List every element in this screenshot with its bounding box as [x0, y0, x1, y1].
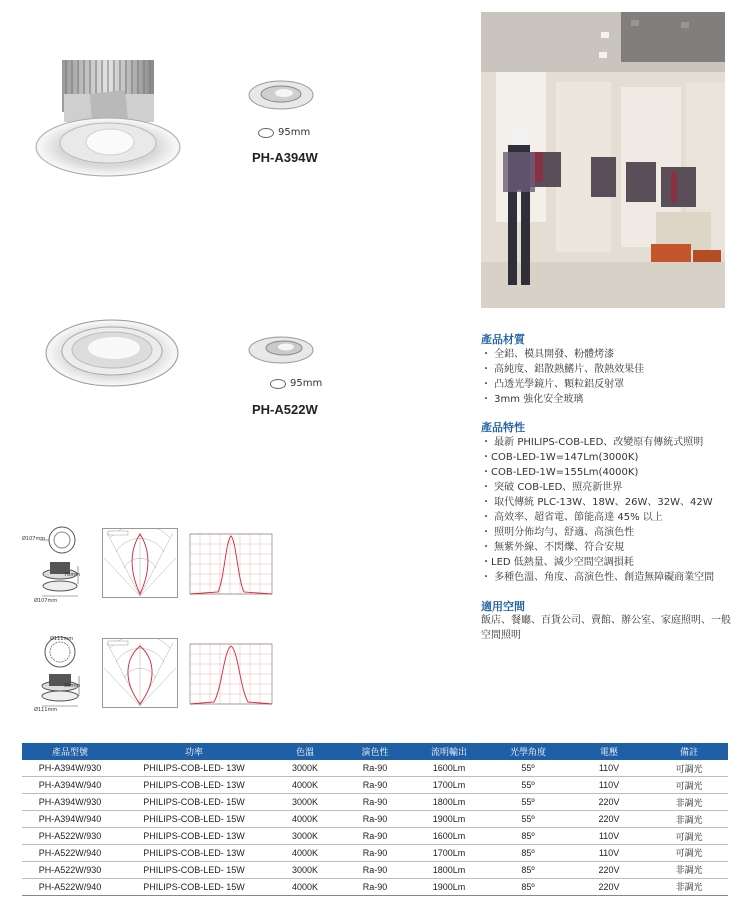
cell-cct: 3000K: [270, 760, 340, 777]
col-header-model: 產品型號: [22, 743, 118, 760]
cell-lumen: 1900Lm: [410, 878, 488, 895]
material-item: ・ 凸透光學鏡片、顆粒鋁反射罩: [481, 379, 625, 390]
cell-lumen: 1900Lm: [410, 811, 488, 828]
table-row: [22, 777, 728, 794]
cell-voltage: 220V: [568, 794, 650, 811]
feature-item: ・ 無紫外線、不閃爍、符合安規: [481, 542, 625, 553]
cell-model: PH-A394W/940: [22, 811, 118, 828]
cell-cct: 3000K: [270, 794, 340, 811]
cell-beam: 85º: [488, 878, 568, 895]
cutout-value: 95mm: [278, 127, 311, 138]
features-list: [481, 435, 714, 585]
col-header-power: 功率: [118, 743, 270, 760]
cell-cct: 3000K: [270, 861, 340, 878]
table-row: [22, 794, 728, 811]
cell-model: PH-A522W/930: [22, 861, 118, 878]
cell-power: PHILIPS-COB-LED- 15W: [118, 878, 270, 895]
cutout-size-a522w: [270, 378, 322, 389]
polar-distribution-chart-1: [102, 528, 178, 598]
cell-voltage: 110V: [568, 828, 650, 845]
cell-power: PHILIPS-COB-LED- 13W: [118, 760, 270, 777]
cell-cri: Ra-90: [340, 861, 410, 878]
material-item: ・ 3mm 強化安全玻璃: [481, 394, 584, 405]
col-header-voltage: 電壓: [568, 743, 650, 760]
cell-beam: 55º: [488, 760, 568, 777]
cell-beam: 85º: [488, 861, 568, 878]
cell-cct: 4000K: [270, 844, 340, 861]
application-title: 適用空間: [481, 600, 525, 613]
cell-remark: 可調光: [650, 777, 728, 794]
cell-remark: 非調光: [650, 878, 728, 895]
cutout-ring-icon: [270, 379, 286, 389]
table-row: [22, 811, 728, 828]
cell-power: PHILIPS-COB-LED- 15W: [118, 811, 270, 828]
store-photo: [481, 12, 725, 308]
dim-bottom-1: Ø107mm: [34, 598, 58, 604]
table-row: [22, 878, 728, 895]
cell-voltage: 220V: [568, 811, 650, 828]
cell-power: PHILIPS-COB-LED- 13W: [118, 828, 270, 845]
feature-item: ・ 最新 PHILIPS-COB-LED、改變原有傳統式照明: [481, 437, 704, 448]
cell-remark: 可調光: [650, 844, 728, 861]
cell-remark: 非調光: [650, 861, 728, 878]
cell-lumen: 1600Lm: [410, 828, 488, 845]
cell-cri: Ra-90: [340, 878, 410, 895]
cutout-value: 95mm: [290, 378, 323, 389]
table-header-row: [22, 743, 728, 760]
cell-model: PH-A394W/930: [22, 760, 118, 777]
cell-lumen: 1700Lm: [410, 777, 488, 794]
cell-model: PH-A394W/930: [22, 794, 118, 811]
cell-power: PHILIPS-COB-LED- 13W: [118, 777, 270, 794]
feature-item: ・ 多種色溫、角度、高演色性、創造無障礙商業空間: [481, 572, 715, 583]
cell-beam: 85º: [488, 828, 568, 845]
col-header-cri: 演色性: [340, 743, 410, 760]
cell-cri: Ra-90: [340, 760, 410, 777]
cell-model: PH-A522W/940: [22, 844, 118, 861]
polar-distribution-chart-2: [102, 638, 178, 708]
product-image-a394w: [30, 50, 190, 180]
dimension-drawing-a522w: [22, 634, 100, 714]
cell-cct: 3000K: [270, 828, 340, 845]
cutout-size-a394w: [258, 127, 310, 138]
product-thumb-a394w: [248, 80, 314, 110]
cell-voltage: 220V: [568, 878, 650, 895]
cell-power: PHILIPS-COB-LED- 15W: [118, 794, 270, 811]
dim-side-1: 70mm: [64, 572, 81, 578]
cell-cct: 4000K: [270, 878, 340, 895]
cell-beam: 55º: [488, 777, 568, 794]
feature-item: ・COB-LED-1W=147Lm(3000K): [481, 452, 639, 463]
cell-model: PH-A522W/930: [22, 828, 118, 845]
cutout-ring-icon: [258, 128, 274, 138]
feature-item: ・ 突破 COB-LED、照亮新世界: [481, 482, 623, 493]
material-title: 產品材質: [481, 333, 525, 346]
dim-bottom-2: Ø111mm: [34, 707, 58, 713]
col-header-lumen: 流明輸出: [410, 743, 488, 760]
cell-beam: 55º: [488, 794, 568, 811]
cell-cri: Ra-90: [340, 811, 410, 828]
features-title: 產品特性: [481, 421, 525, 434]
cell-voltage: 110V: [568, 844, 650, 861]
cell-remark: 可調光: [650, 760, 728, 777]
cell-cri: Ra-90: [340, 844, 410, 861]
cell-cri: Ra-90: [340, 794, 410, 811]
product-thumb-a522w: [248, 336, 314, 364]
dim-side-2: 90mm: [64, 683, 81, 689]
spec-table: [22, 743, 728, 896]
cell-cct: 4000K: [270, 777, 340, 794]
cell-remark: 非調光: [650, 811, 728, 828]
cell-cri: Ra-90: [340, 828, 410, 845]
feature-item: ・ 高效率、超省電、節能高達 45% 以上: [481, 512, 663, 523]
feature-item: ・ 取代傳統 PLC-13W、18W、26W、32W、42W: [481, 497, 713, 508]
col-header-cct: 色溫: [270, 743, 340, 760]
product-image-a522w: [44, 318, 180, 388]
cell-beam: 85º: [488, 844, 568, 861]
dim-top-1: Ø107mm: [22, 536, 46, 542]
intensity-curve-chart-2: [180, 640, 275, 708]
model-name-a522w: PH-A522W: [252, 402, 318, 417]
cell-voltage: 110V: [568, 777, 650, 794]
cell-lumen: 1800Lm: [410, 794, 488, 811]
cell-power: PHILIPS-COB-LED- 13W: [118, 844, 270, 861]
feature-item: ・LED 低熱量、減少空間空調損耗: [481, 557, 634, 568]
cell-power: PHILIPS-COB-LED- 15W: [118, 861, 270, 878]
cell-voltage: 220V: [568, 861, 650, 878]
table-row: [22, 844, 728, 861]
feature-item: ・ 照明分佈均勻、舒適、高演色性: [481, 527, 635, 538]
material-item: ・ 全鋁、模具開發、粉體烤漆: [481, 349, 615, 360]
feature-item: ・COB-LED-1W=155Lm(4000K): [481, 467, 639, 478]
cell-beam: 55º: [488, 811, 568, 828]
cell-cct: 4000K: [270, 811, 340, 828]
cell-lumen: 1800Lm: [410, 861, 488, 878]
cell-lumen: 1700Lm: [410, 844, 488, 861]
cell-remark: 非調光: [650, 794, 728, 811]
table-row: [22, 861, 728, 878]
table-row: [22, 828, 728, 845]
col-header-beam: 光學角度: [488, 743, 568, 760]
table-row: [22, 760, 728, 777]
material-list: [481, 347, 644, 407]
cell-cri: Ra-90: [340, 777, 410, 794]
model-name-a394w: PH-A394W: [252, 150, 318, 165]
cell-model: PH-A394W/940: [22, 777, 118, 794]
cell-lumen: 1600Lm: [410, 760, 488, 777]
intensity-curve-chart-1: [180, 530, 275, 598]
cell-voltage: 110V: [568, 760, 650, 777]
dim-top-2: Ø111mm: [50, 636, 74, 642]
material-item: ・ 高純度、鋁散熱鰭片、散熱效果佳: [481, 364, 645, 375]
cell-model: PH-A522W/940: [22, 878, 118, 895]
application-text: 飯店、餐廳、百貨公司、賣館、辦公室、家庭照明、一般空間照明: [481, 615, 731, 641]
cell-remark: 可調光: [650, 828, 728, 845]
col-header-remark: 備註: [650, 743, 728, 760]
